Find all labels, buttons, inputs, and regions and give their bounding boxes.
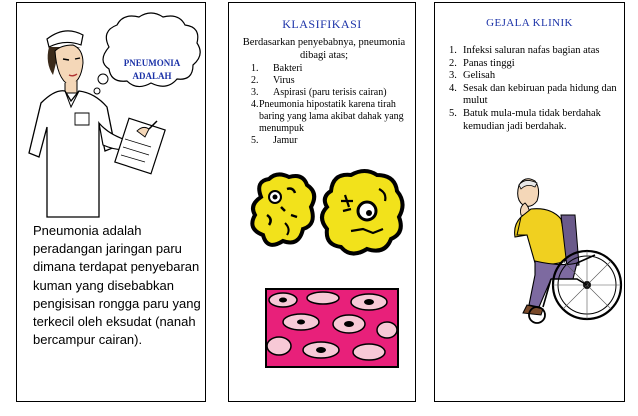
list-number: 3. [449, 70, 457, 82]
list-number: 2. [251, 75, 259, 86]
list-number: 1. [449, 45, 457, 56]
panel-definition [16, 2, 206, 402]
list-text: Infeksi saluran nafas bagian atas [463, 45, 600, 56]
list-number: 1. [251, 63, 259, 74]
list-item [449, 83, 619, 108]
list-item [251, 135, 415, 147]
list-text: Panas tinggi [463, 57, 515, 69]
list-item [251, 63, 415, 75]
list-text: Bakteri [273, 63, 303, 74]
panel-symptoms [434, 2, 625, 402]
list-item [449, 108, 619, 133]
list-text: Pneumonia hipostatik karena tirah baring yang lama akibat dahak yang menumpuk [259, 99, 404, 134]
wheelchair-illustration [491, 175, 629, 325]
list-item [449, 45, 619, 58]
classification-title: KLASIFIKASI [282, 17, 362, 31]
list-item [449, 70, 619, 83]
list-item [251, 75, 415, 87]
list-text: Jamur [273, 135, 298, 146]
list-item [251, 87, 415, 99]
list-number: 4. [251, 99, 259, 110]
list-item [251, 99, 415, 135]
list-text: Sesak dan kebiruan pada hidung dan mulut [463, 82, 617, 107]
symptoms-list [449, 45, 619, 133]
list-text: Batuk mula-mula tidak berdahak kemudian jadi berdahak. [463, 107, 601, 132]
speech-bubble-icon [93, 9, 207, 101]
classification-intro: Berdasarkan penyebabnya, pneumonia dibagi atas; [242, 37, 406, 61]
tissue-illustration [265, 288, 399, 368]
list-text: Aspirasi (paru terisis cairan) [273, 87, 387, 98]
bubble-line-1: PNEUMONIA [123, 58, 181, 68]
list-item [449, 58, 619, 71]
bubble-line-2: ADALAH [132, 71, 172, 81]
list-text: Gelisah [463, 70, 496, 82]
list-number: 5. [449, 107, 457, 119]
list-number: 5. [251, 135, 259, 146]
definition-text: Pneumonia adalah peradangan jaringan paru dimana terdapat penyebaran kuman yang disebabkan pengisisan rongga paru yang terkecil oleh eksudat (nanah bercampur cairan). [33, 223, 201, 348]
classification-list [251, 63, 415, 147]
bubble-text [109, 57, 195, 83]
symptoms-title: GEJALA KLINIK [486, 17, 573, 29]
panel-classification [228, 2, 416, 402]
list-number: 3. [251, 87, 259, 98]
list-text: Virus [273, 75, 295, 86]
list-number: 2. [449, 57, 457, 69]
list-number: 4. [449, 82, 457, 94]
germs-illustration [247, 167, 407, 267]
